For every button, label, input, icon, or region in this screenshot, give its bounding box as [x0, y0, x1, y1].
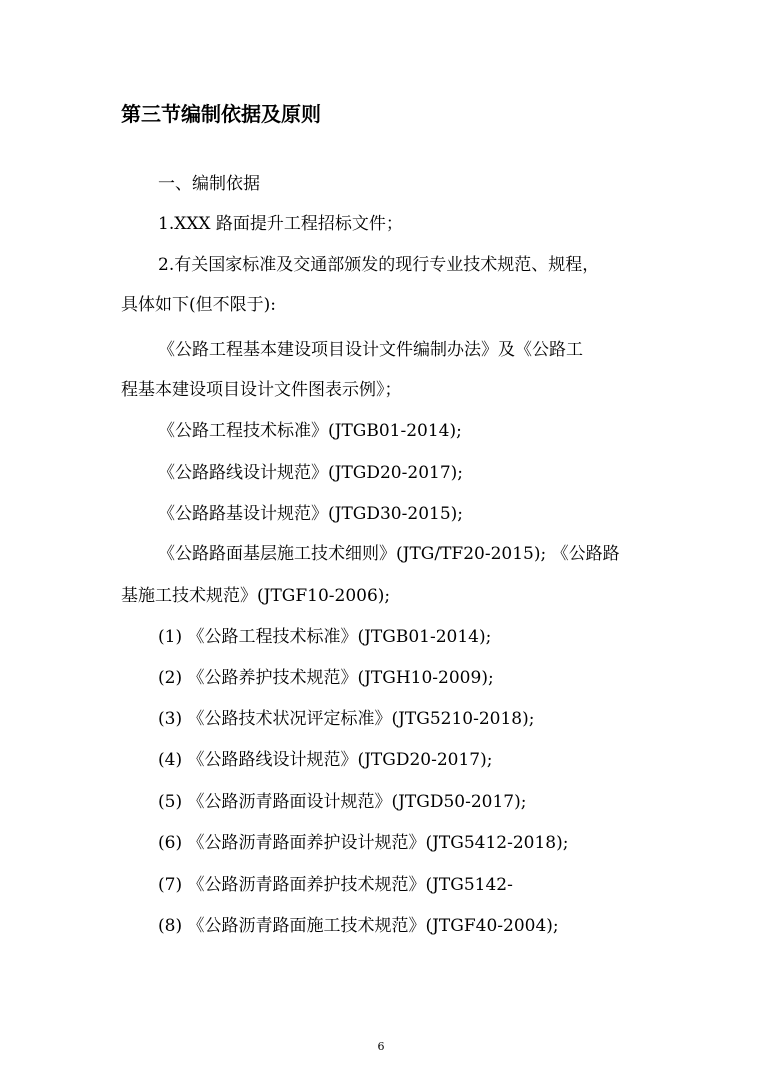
numbered-reference-8: (8) 《公路沥青路面施工技术规范》(JTGF40-2004); [158, 916, 559, 936]
numbered-reference-5: (5) 《公路沥青路面设计规范》(JTGD50-2017); [158, 792, 527, 812]
reference-5-line-1: 《公路路面基层施工技术细则》(JTG/TF20-2015); 《公路路 [158, 544, 620, 564]
reference-3: 《公路路线设计规范》(JTGD20-2017); [158, 463, 463, 483]
basis-item-2-line-1: 2.有关国家标准及交通部颁发的现行专业技术规范、规程， [158, 255, 600, 275]
reference-1-line-1: 《公路工程基本建设项目设计文件编制办法》及《公路工 [158, 340, 583, 360]
numbered-reference-7: (7) 《公路沥青路面养护技术规范》(JTG5142- [158, 875, 513, 895]
heading-compilation-basis: 一、编制依据 [158, 174, 260, 194]
reference-4: 《公路路基设计规范》(JTGD30-2015); [158, 504, 463, 524]
numbered-reference-2: (2) 《公路养护技术规范》(JTGH10-2009); [158, 668, 494, 688]
numbered-reference-6: (6) 《公路沥青路面养护设计规范》(JTG5412-2018); [158, 833, 569, 853]
basis-item-1: 1.XXX 路面提升工程招标文件； [158, 214, 403, 234]
reference-1-line-2: 程基本建设项目设计文件图表示例》； [121, 380, 402, 400]
numbered-reference-3: (3) 《公路技术状况评定标准》(JTG5210-2018); [158, 709, 535, 729]
section-title: 第三节编制依据及原则 [121, 102, 321, 126]
page-number: 6 [377, 1040, 385, 1053]
numbered-reference-4: (4) 《公路路线设计规范》(JTGD20-2017); [158, 750, 493, 770]
reference-2: 《公路工程技术标准》(JTGB01-2014); [158, 421, 462, 441]
basis-item-2-line-2: 具体如下(但不限于): [121, 295, 276, 315]
numbered-reference-1: (1) 《公路工程技术标准》(JTGB01-2014); [158, 627, 492, 647]
reference-5-line-2: 基施工技术规范》(JTGF10-2006); [121, 586, 391, 606]
